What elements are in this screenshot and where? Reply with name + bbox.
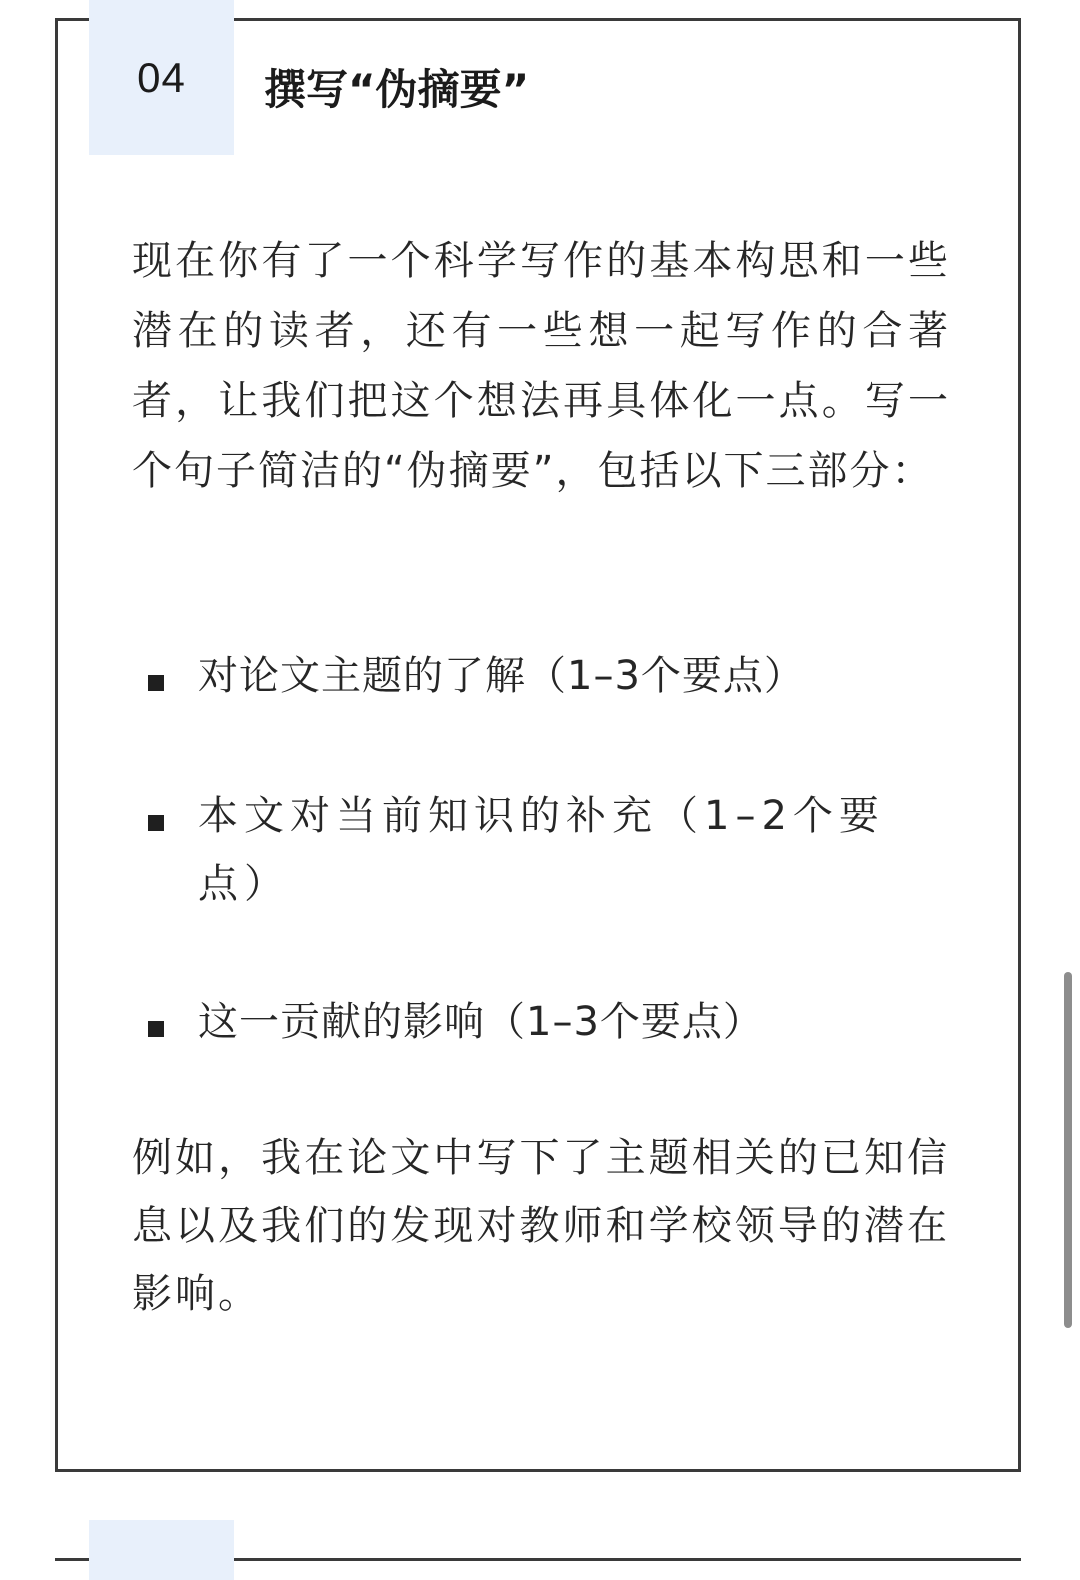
square-bullet-icon	[148, 1021, 164, 1037]
section-number: 04	[137, 53, 186, 101]
intro-paragraph: 现在你有了一个科学写作的基本构思和一些潜在的读者，还有一些想一起写作的合著者，让我们把这个想法再具体化一点。写一个句子简洁的“伪摘要”，包括以下三部分：	[132, 238, 950, 494]
list-item-text: 本文对当前知识的补充（1–2个要点）	[198, 793, 885, 907]
list-item	[132, 988, 950, 1056]
list-item	[132, 782, 950, 918]
square-bullet-icon	[148, 815, 164, 831]
section-number-badge	[89, 0, 234, 155]
list-item	[132, 642, 950, 710]
scrollbar[interactable]	[1064, 972, 1072, 1328]
next-section-number-badge	[89, 1520, 234, 1580]
list-item-text: 这一贡献的影响（1–3个要点）	[198, 999, 764, 1045]
section-title: 撰写“伪摘要”	[264, 65, 530, 114]
square-bullet-icon	[148, 675, 164, 691]
list-item-text: 对论文主题的了解（1–3个要点）	[198, 653, 805, 699]
example-paragraph: 例如，我在论文中写下了主题相关的已知信息以及我们的发现对教师和学校领导的潜在影响。	[132, 1135, 950, 1317]
